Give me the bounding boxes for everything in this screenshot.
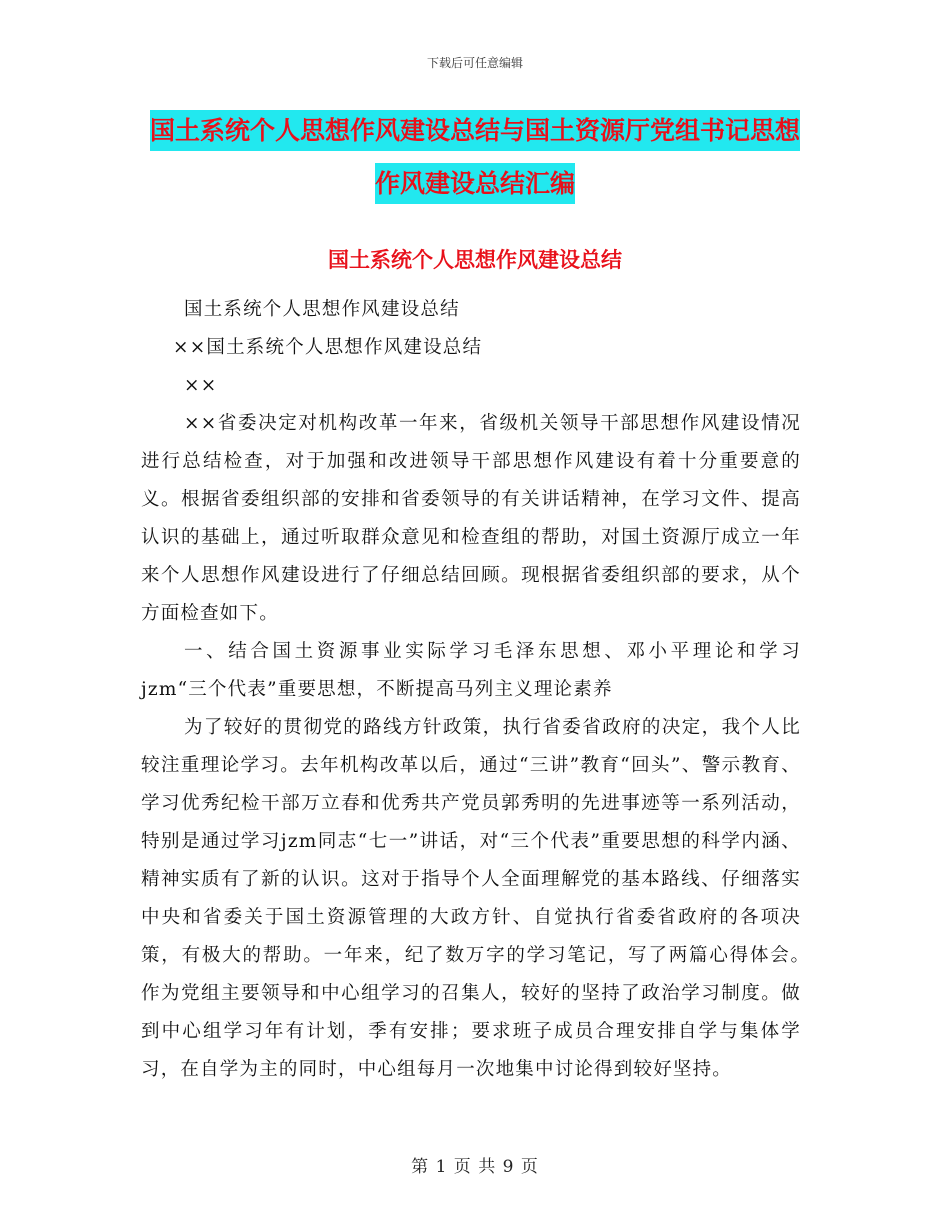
paragraph-subtitle: 国土系统个人思想作风建设总结 bbox=[184, 299, 460, 320]
paragraph-body: 为了较好的贯彻党的路线方针政策，执行省委省政府的决定，我个人比较注重理论学习。去年机构改革以后，通过“三讲”教育“回头”、警示教育、学习优秀纪检干部万立春和优秀共产党员郭秀明的先进事迹等一系列活动，特别是通过学习jzm同志“七一”讲话，对“三个代表”重要思想的科学内涵、精神实质有了新的认识。这对于指导个人全面理解党的基本路线、仔细落实中央和省委关于国土资源管理的大政方针、自觉执行省委省政府的各项决策，有极大的帮助。一年来，纪了数万字的学习笔记，写了两篇心得体会。 作为党组主要领导和中心组学习的召集人，较好的坚持了政治学习制度。做到中心组学习年有计划，季有安排；要求班子成员合理安排自学与集体学习，在自学为主的同时，中心组每月一次地集中讨论得到较好坚持。 bbox=[141, 717, 841, 1080]
section-title: 国土系统个人思想作风建设总结 bbox=[328, 248, 622, 272]
document-body bbox=[141, 291, 841, 1089]
document-title-text: 国土系统个人思想作风建设总结与国土资源厅党组书记思想作风建设总结汇编 bbox=[150, 110, 800, 204]
paragraph-intro: ××省委决定对机构改革一年来，省级机关领导干部思想作风建设情况进行总结检查，对于加强和改进领导干部思想作风建设有着十分重要意的义。根据省委组织部的安排和省委领导的有关讲话精神，在学习文件、提高认识的基础上，通过听取群众意见和检查组的帮助，对国土资源厅成立一年来个人思想作风建设进行了仔细总结回顾。现根据省委组织部的要求，从个方面检查如下。 bbox=[141, 413, 801, 624]
paragraph-author-line: ××国土系统个人思想作风建设总结 bbox=[173, 337, 483, 358]
paragraph-heading-one: 一、结合国土资源事业实际学习毛泽东思想、邓小平理论和学习jzm“三个代表”重要思想，不断提高马列主义理论素养 bbox=[141, 641, 801, 700]
header-note: 下载后可任意编辑 bbox=[426, 56, 523, 70]
page-number-footer: 第 1 页 共 9 页 bbox=[411, 1157, 539, 1177]
document-title bbox=[140, 104, 810, 210]
paragraph-name: ×× bbox=[184, 375, 218, 396]
